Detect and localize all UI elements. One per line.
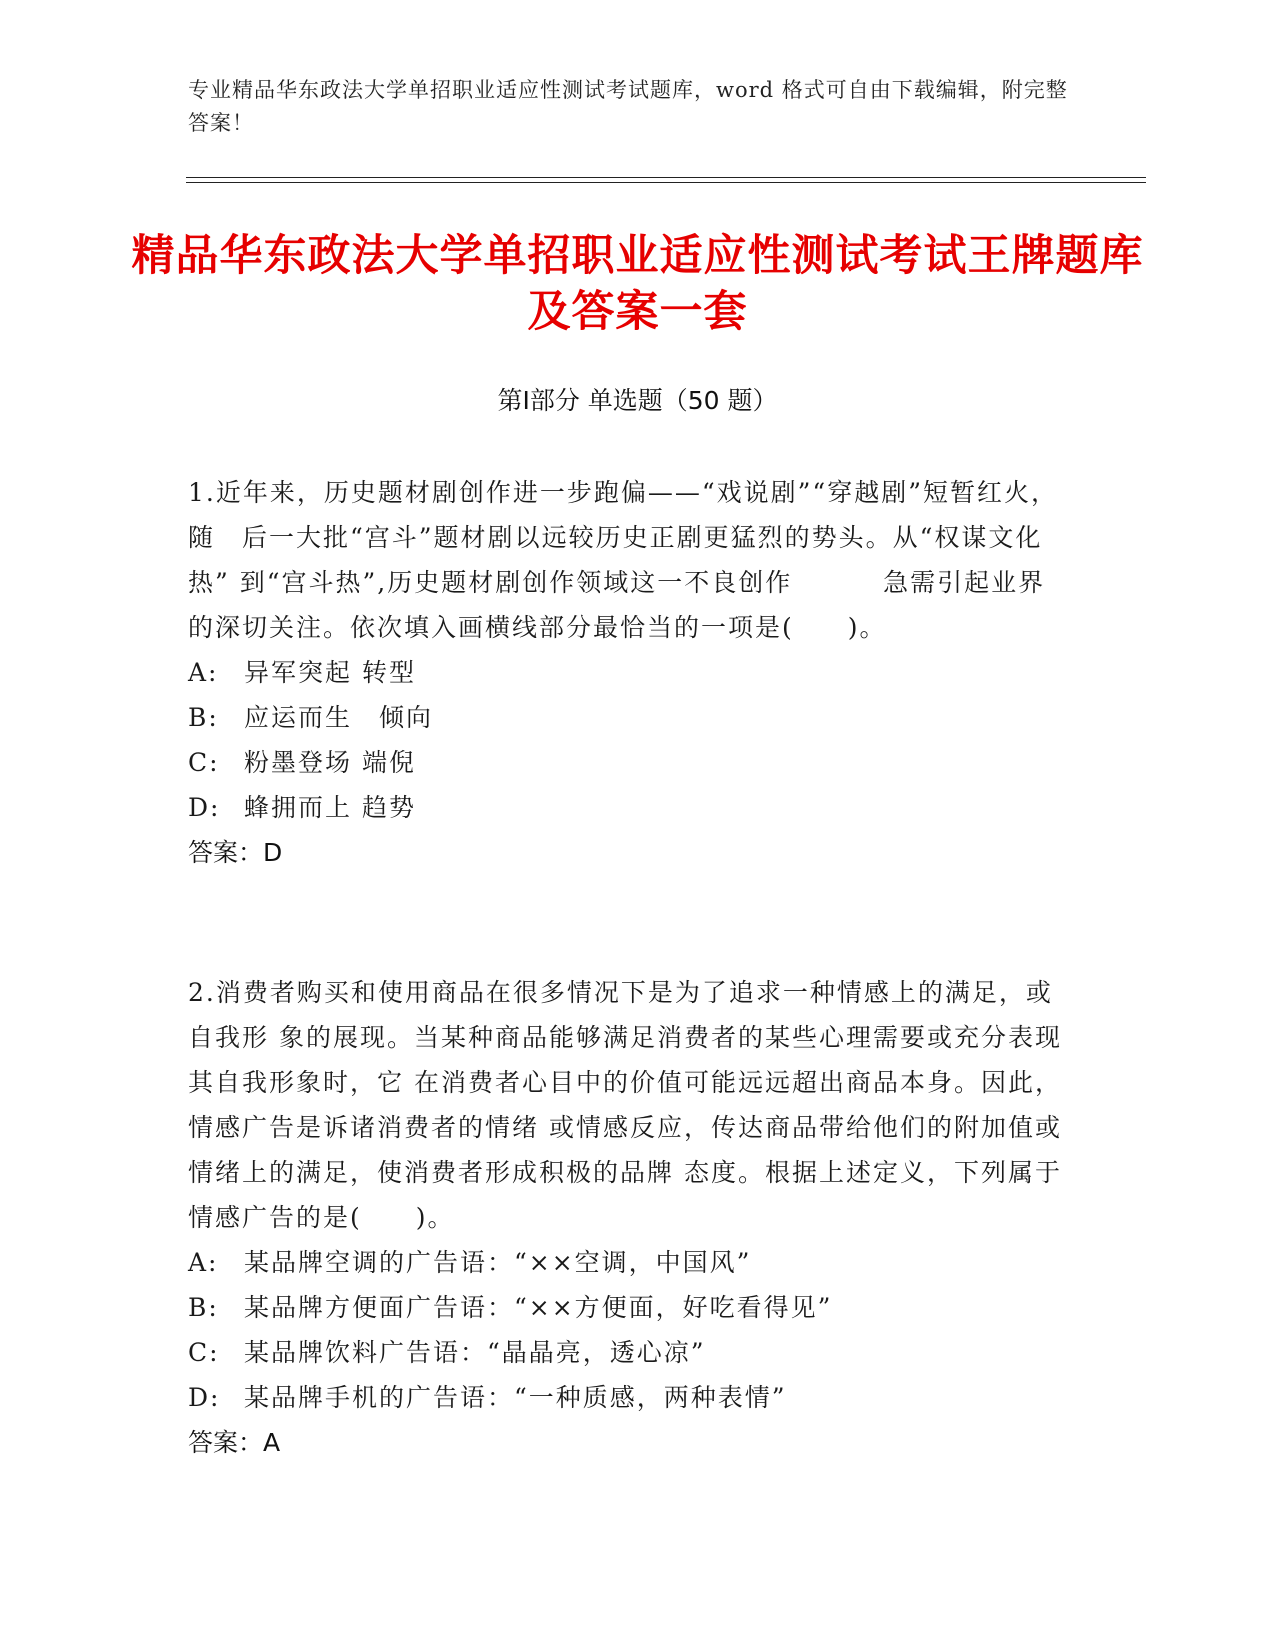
option-d [188, 785, 1068, 830]
option-a [188, 1240, 1068, 1285]
answer: 答案：D [188, 838, 283, 867]
question-text: 1.近年来，历史题材剧创作进一步跑偏——“戏说剧”“穿越剧”短暂红火，随 后一大批“宫斗”题材剧以远较历史正剧更猛烈的势头。从“权谋文化热” 到“宫斗热”,历史题材剧创作领域这一不良创作 急需引起业界的深切关注。依次填入画横线部分最恰当的一项是( )。 [188, 478, 1058, 642]
option-label: D: [188, 1383, 221, 1412]
option-text: 某品牌空调的广告语：“××空调，中国风” [244, 1248, 752, 1277]
option-c [188, 740, 1068, 785]
question-1 [188, 470, 1068, 875]
header-note: 专业精品华东政法大学单招职业适应性测试考试题库，word 格式可自由下载编辑，附完整答案！ [188, 78, 1068, 135]
option-d [188, 1375, 1068, 1420]
option-text: 应运而生 倾向 [244, 703, 434, 732]
option-b [188, 695, 1068, 740]
question-2 [188, 970, 1068, 1465]
option-c [188, 1330, 1068, 1375]
option-a [188, 650, 1068, 695]
option-text: 某品牌方便面广告语：“××方便面，好吃看得见” [244, 1293, 833, 1322]
document-title: 精品华东政法大学单招职业适应性测试考试王牌题库及答案一套 [131, 231, 1144, 337]
option-b [188, 1285, 1068, 1330]
option-label: C: [188, 748, 220, 777]
question-text: 2.消费者购买和使用商品在很多情况下是为了追求一种情感上的满足，或自我形 象的展现。当某种商品能够满足消费者的某些心理需要或充分表现其自我形象时，它 在消费者心目中的价值可能远远超出商品本身。因此，情感广告是诉诸消费者的情绪 或情感反应，传达商品带给他们的附加值或情绪上的满足，使消费者形成积极的品牌 态度。根据上述定义，下列属于情感广告的是( )。 [188, 978, 1062, 1232]
header-rule-top [186, 177, 1146, 178]
option-label: A: [188, 1248, 219, 1277]
header-rule-bottom [186, 182, 1146, 183]
section-title: 第Ⅰ部分 单选题（50 题） [497, 386, 778, 415]
option-text: 异军突起 转型 [244, 658, 416, 687]
option-text: 粉墨登场 端倪 [244, 748, 416, 777]
option-label: C: [188, 1338, 220, 1367]
option-label: B: [188, 1293, 219, 1322]
option-text: 某品牌饮料广告语：“晶晶亮，透心凉” [244, 1338, 706, 1367]
option-label: B: [188, 703, 219, 732]
option-text: 某品牌手机的广告语：“一种质感，两种表情” [244, 1383, 787, 1412]
option-text: 蜂拥而上 趋势 [244, 793, 416, 822]
option-label: A: [188, 658, 219, 687]
answer: 答案：A [188, 1428, 281, 1457]
option-label: D: [188, 793, 221, 822]
